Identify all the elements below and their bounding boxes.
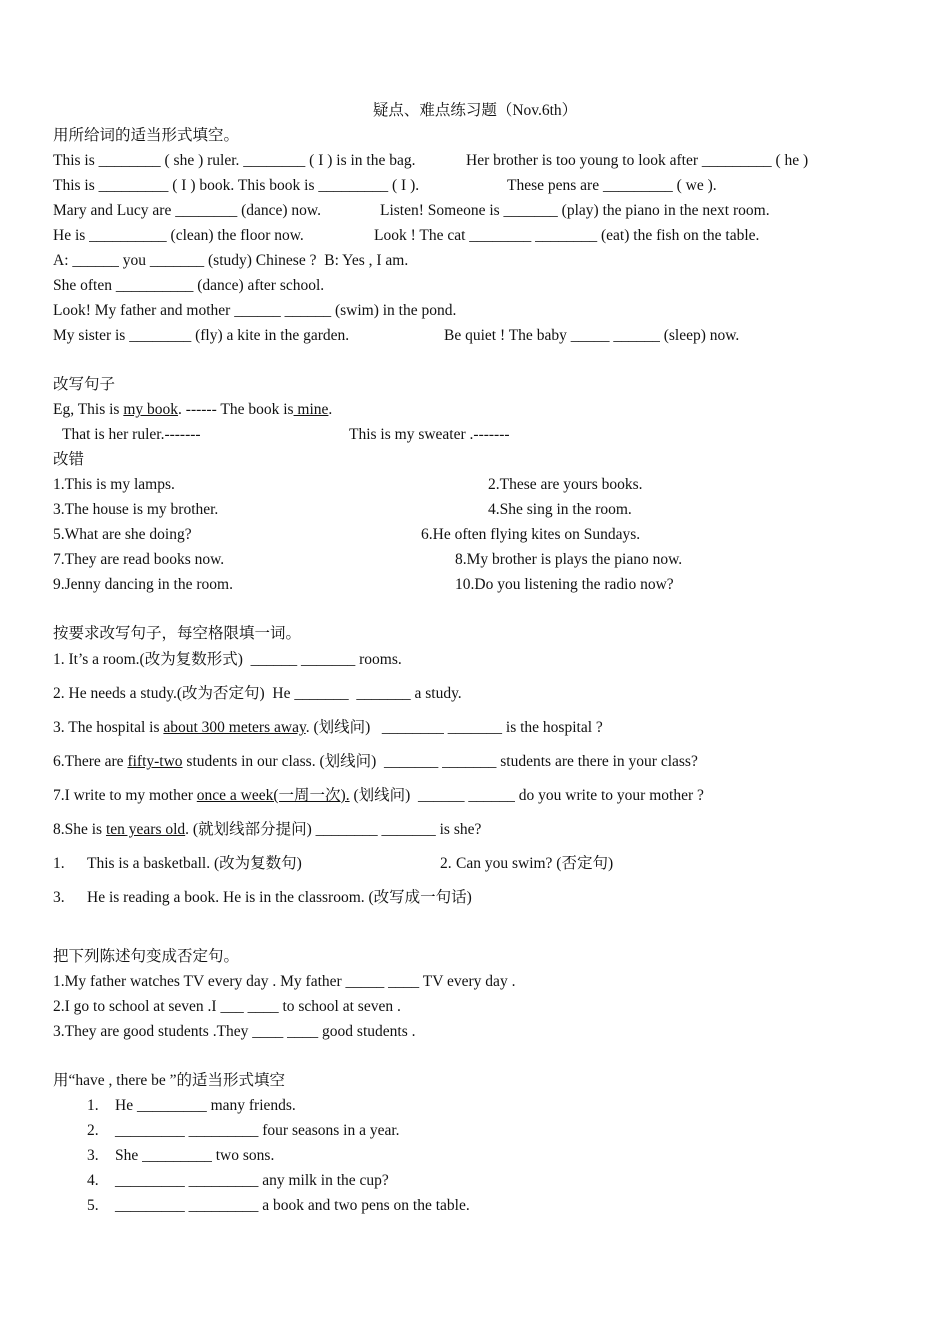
s3-item-6: 6.He often flying kites on Sundays. xyxy=(421,526,641,543)
s1-line-8b: Be quiet ! The baby _____ ______ (sleep) now. xyxy=(444,327,740,344)
s4-q7: 7.I write to my mother once a week(一周一次). (划线问) ______ ______ do you write to your mother ? xyxy=(53,787,704,804)
s6-item-1-num: 1. xyxy=(87,1097,99,1114)
s4-q6: 6.There are fifty-two students in our class. (划线问) _______ _______ students are there in your class? xyxy=(53,753,698,770)
s2-item-2: This is my sweater .------- xyxy=(349,426,510,443)
s4-n1-num: 1. xyxy=(53,855,65,872)
s3-item-4: 4.She sing in the room. xyxy=(488,501,632,518)
s1-line-5: A: ______ you _______ (study) Chinese ? B: Yes , I am. xyxy=(53,252,409,269)
s2-item-1: That is her ruler.------- xyxy=(62,426,201,443)
s4-q3: 3. The hospital is about 300 meters away. (划线问) ________ _______ is the hospital ? xyxy=(53,719,603,736)
s3-item-1: 1.This is my lamps. xyxy=(53,476,175,493)
s1-line-8a: My sister is ________ (fly) a kite in the garden. xyxy=(53,327,350,344)
s3-item-3: 3.The house is my brother. xyxy=(53,501,219,518)
section1-heading: 用所给词的适当形式填空。 xyxy=(53,127,240,144)
s3-item-2: 2.These are yours books. xyxy=(488,476,643,493)
section6-heading: 用“have , there be ”的适当形式填空 xyxy=(53,1072,286,1089)
s4-n2-num: 2. xyxy=(440,855,452,872)
s6-item-4-text: _________ _________ any milk in the cup? xyxy=(115,1172,389,1189)
section2-heading: 改写句子 xyxy=(53,376,116,393)
s4-n3-num: 3. xyxy=(53,889,65,906)
s6-item-2-text: _________ _________ four seasons in a year. xyxy=(115,1122,400,1139)
s2-example: Eg, This is my book. ------ The book is mine. xyxy=(53,401,333,418)
page-title: 疑点、难点练习题（Nov.6th） xyxy=(372,102,578,119)
s3-item-8: 8.My brother is plays the piano now. xyxy=(455,551,683,568)
s1-line-3a: Mary and Lucy are ________ (dance) now. xyxy=(53,202,321,219)
s1-line-3b: Listen! Someone is _______ (play) the piano in the next room. xyxy=(380,202,770,219)
s1-line-4b: Look ! The cat ________ ________ (eat) the fish on the table. xyxy=(374,227,760,244)
section4-heading: 按要求改写句子，每空格限填一词。 xyxy=(53,625,302,642)
s4-q2: 2. He needs a study.(改为否定句) He _______ _______ a study. xyxy=(53,685,462,702)
s1-line-2a: This is _________ ( I ) book. This book is _________ ( I ). xyxy=(53,177,420,194)
s6-item-5-text: _________ _________ a book and two pens on the table. xyxy=(115,1197,470,1214)
section3-heading: 改错 xyxy=(53,451,85,468)
section5-heading: 把下列陈述句变成否定句。 xyxy=(53,948,240,965)
s5-item-1: 1.My father watches TV every day . My father _____ ____ TV every day . xyxy=(53,973,516,990)
s6-item-3-text: She _________ two sons. xyxy=(115,1147,275,1164)
s1-line-4a: He is __________ (clean) the floor now. xyxy=(53,227,304,244)
s5-item-3: 3.They are good students .They ____ ____ good students . xyxy=(53,1023,416,1040)
s6-item-1-text: He _________ many friends. xyxy=(115,1097,296,1114)
s1-line-1a: This is ________ ( she ) ruler. ________ ( I ) is in the bag. xyxy=(53,152,416,169)
s5-item-2: 2.I go to school at seven .I ___ ____ to school at seven . xyxy=(53,998,401,1015)
s1-line-7: Look! My father and mother ______ ______ (swim) in the pond. xyxy=(53,302,457,319)
s1-line-2b: These pens are _________ ( we ). xyxy=(507,177,717,194)
s4-n3-text: He is reading a book. He is in the classroom. (改写成一句话) xyxy=(87,889,472,906)
s6-item-2-num: 2. xyxy=(87,1122,99,1139)
s4-n1-text: This is a basketball. (改为复数句) xyxy=(87,855,302,872)
s4-q8: 8.She is ten years old. (就划线部分提问) ________ _______ is she? xyxy=(53,821,482,838)
s6-item-4-num: 4. xyxy=(87,1172,99,1189)
s6-item-5-num: 5. xyxy=(87,1197,99,1214)
s1-line-1b: Her brother is too young to look after _________ ( he ) xyxy=(466,152,809,169)
s3-item-9: 9.Jenny dancing in the room. xyxy=(53,576,233,593)
s1-line-6: She often __________ (dance) after school. xyxy=(53,277,325,294)
s4-n2-text: Can you swim? (否定句) xyxy=(456,855,614,872)
s6-item-3-num: 3. xyxy=(87,1147,99,1164)
s3-item-5: 5.What are she doing? xyxy=(53,526,192,543)
s3-item-10: 10.Do you listening the radio now? xyxy=(455,576,674,593)
s4-q1: 1. It’s a room.(改为复数形式) ______ _______ rooms. xyxy=(53,651,402,668)
s3-item-7: 7.They are read books now. xyxy=(53,551,225,568)
